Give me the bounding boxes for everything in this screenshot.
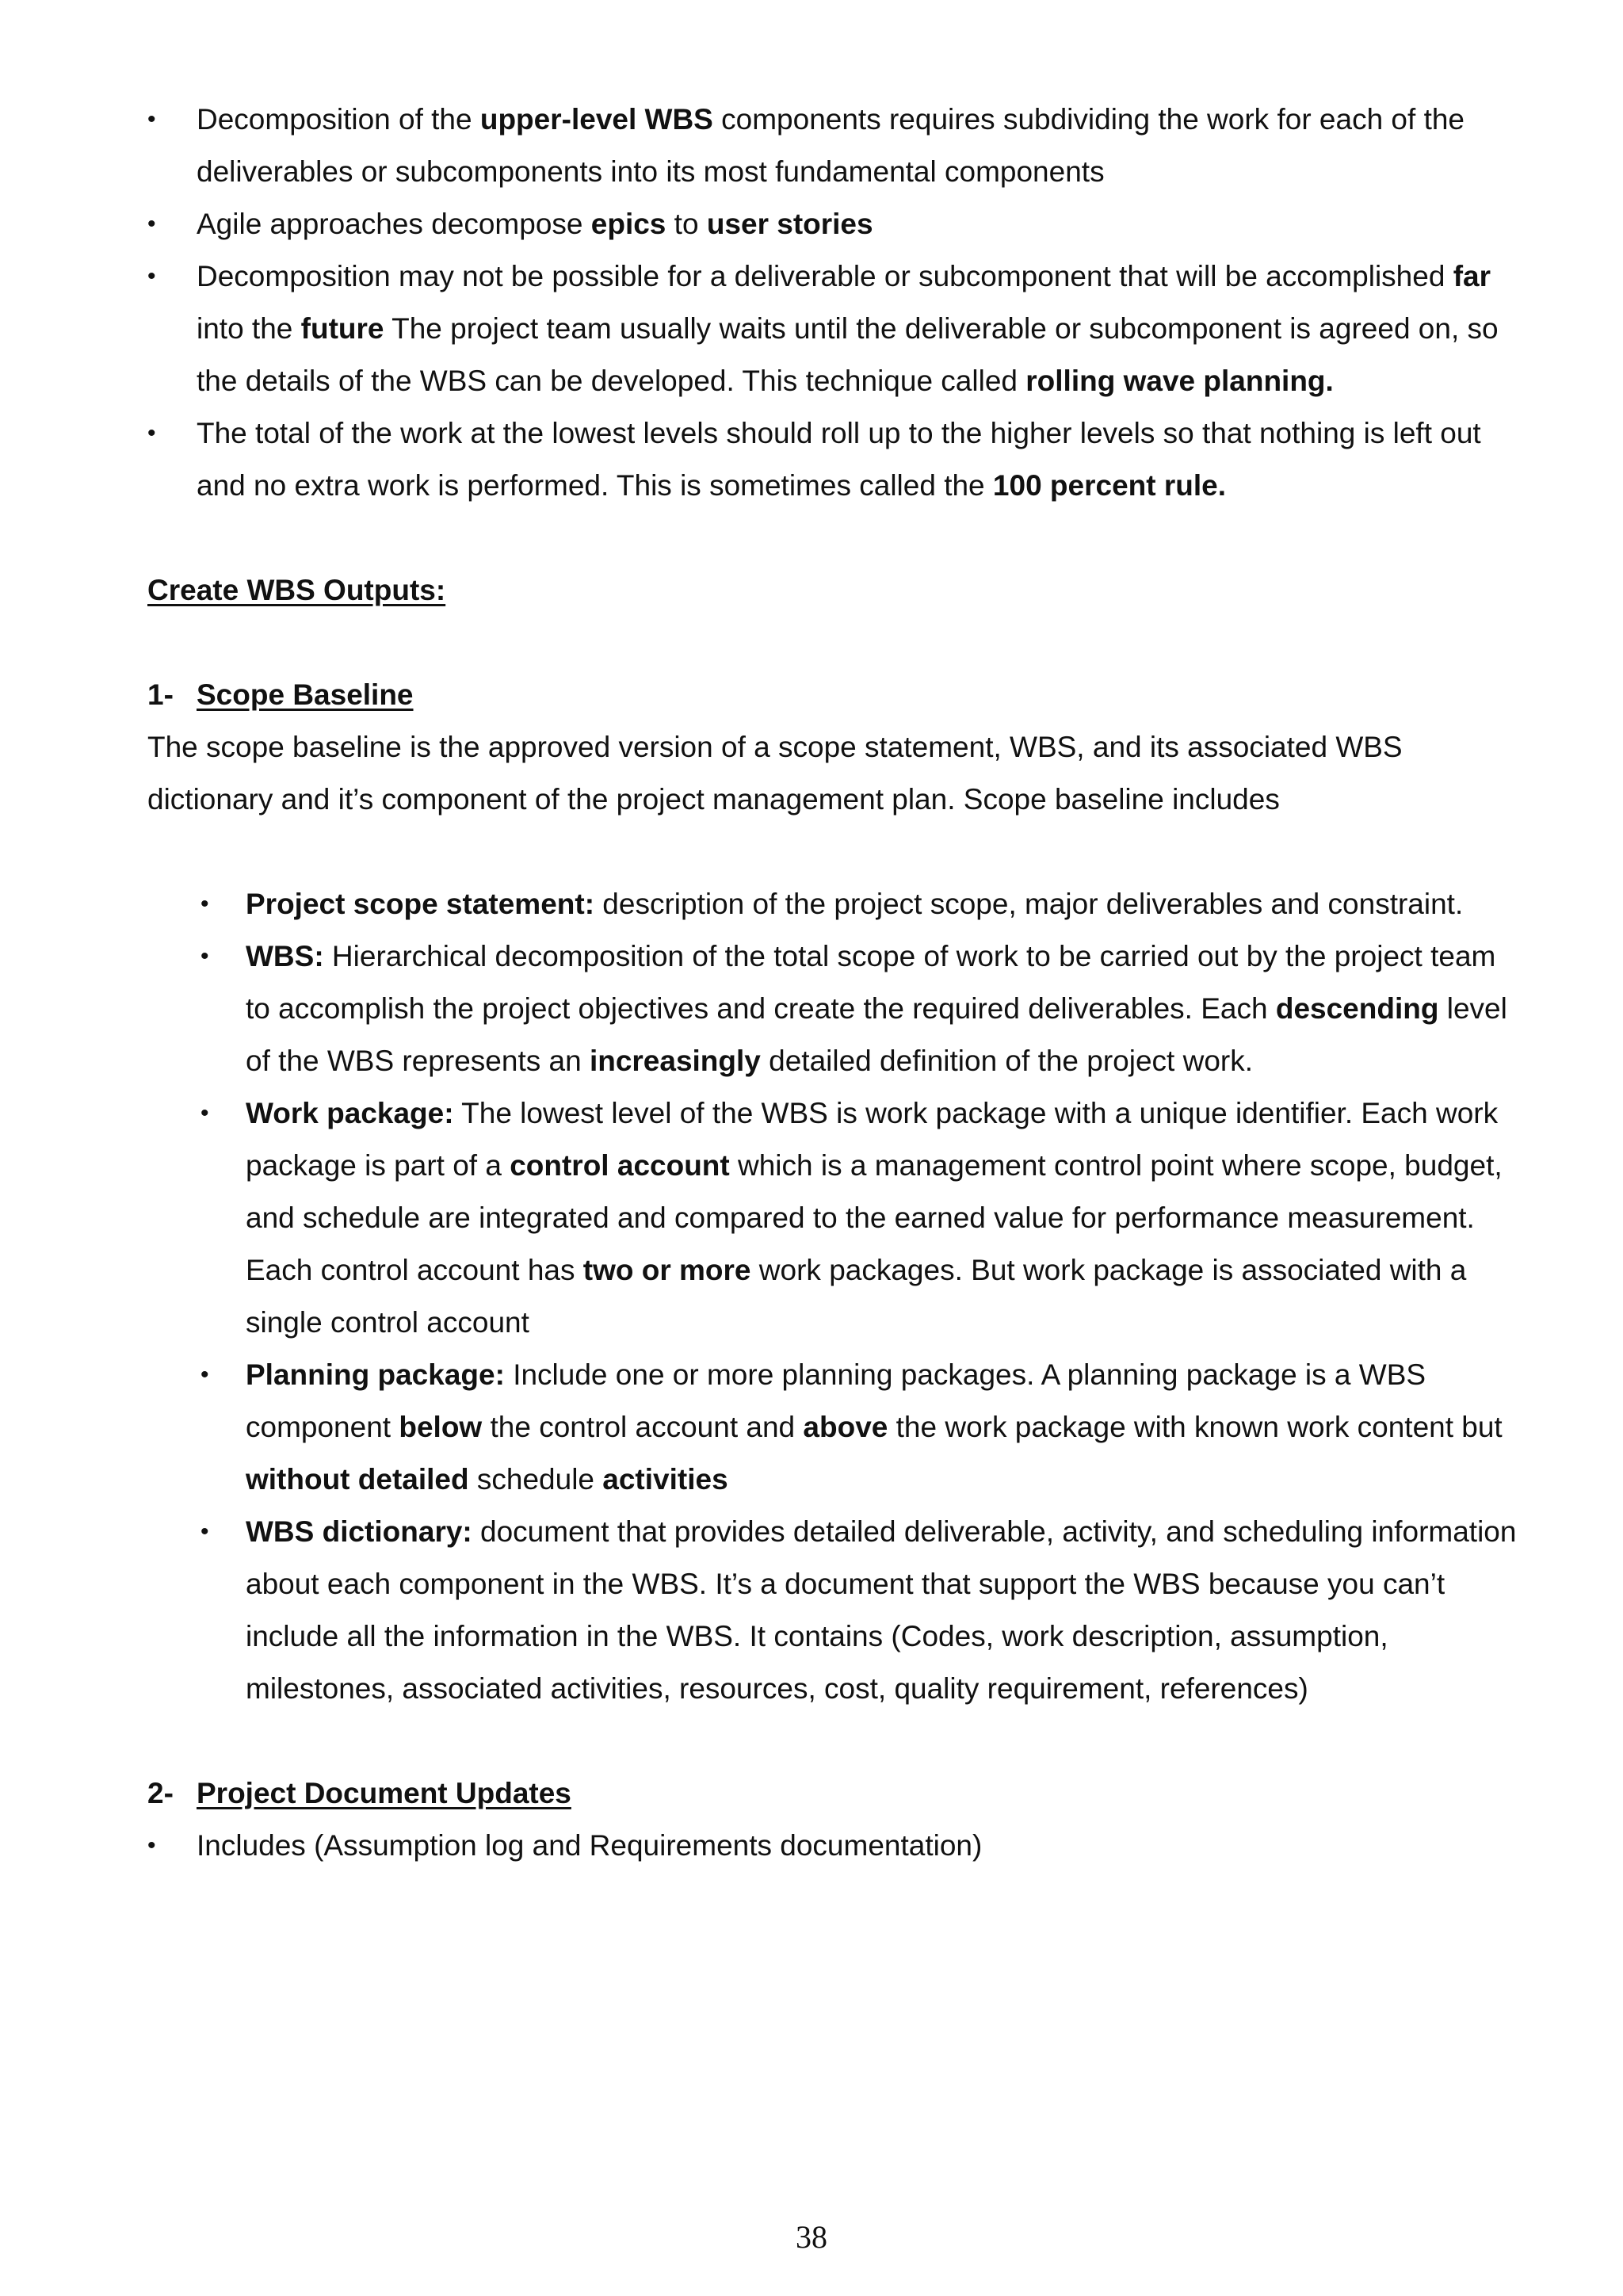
bullet-icon: • bbox=[147, 263, 156, 289]
list-item: • Agile approaches decompose epics to user stories bbox=[147, 198, 1526, 250]
bullet-icon: • bbox=[147, 106, 156, 132]
bullet-icon: • bbox=[147, 211, 156, 237]
list-item: • WBS: Hierarchical decomposition of the total scope of work to be carried out by the project team to accomplish the project objectives and create the required deliverables. Each descending level of the WBS represents an increasingly detailed definition of the project work. bbox=[147, 930, 1526, 1087]
bullet-icon: • bbox=[200, 1519, 209, 1545]
output-2-title: Project Document Updates bbox=[197, 1777, 571, 1809]
list-item: • Decomposition may not be possible for a deliverable or subcomponent that will be accomplished far into the future The project team usually waits until the deliverable or subcomponent is agreed on, so the details of the WBS can be developed. This technique called rolling wave planning. bbox=[147, 250, 1526, 407]
output-1-title: Scope Baseline bbox=[197, 678, 414, 711]
bullet-icon: • bbox=[200, 891, 209, 917]
bullet-icon: • bbox=[147, 420, 156, 446]
bullet-icon: • bbox=[200, 1362, 209, 1388]
page-content bbox=[147, 94, 1526, 1872]
list-item: • Work package: The lowest level of the WBS is work package with a unique identifier. Each work package is part of a control account which is a management control point where scope, budget, and schedule are integrated and compared to the earned value for performance measurement. Each control account has two or more work packages. But work package is associated with a single control account bbox=[147, 1087, 1526, 1349]
list-item: • The total of the work at the lowest levels should roll up to the higher levels so that nothing is left out and no extra work is performed. This is sometimes called the 100 percent rule. bbox=[147, 407, 1526, 512]
list-item: • Decomposition of the upper-level WBS components requires subdividing the work for each of the deliverables or subcomponents into its most fundamental components bbox=[147, 94, 1526, 198]
output-2-heading bbox=[147, 1767, 1526, 1820]
scope-baseline-paragraph: The scope baseline is the approved version of a scope statement, WBS, and its associated WBS dictionary and it’s component of the project management plan. Scope baseline includes bbox=[147, 731, 1403, 816]
list-item: • Project scope statement: description of the project scope, major deliverables and constraint. bbox=[147, 878, 1526, 930]
scope-baseline-list bbox=[147, 878, 1526, 1715]
output-1-number: 1- bbox=[147, 678, 174, 711]
list-item: • WBS dictionary: document that provides detailed deliverable, activity, and scheduling information about each component in the WBS. It’s a document that support the WBS because you can’t include all the information in the WBS. It contains (Codes, work description, assumption, milestones, associated activities, resources, cost, quality requirement, references) bbox=[147, 1506, 1526, 1715]
page-number: 38 bbox=[796, 2219, 827, 2255]
output-2-number: 2- bbox=[147, 1777, 174, 1809]
document-updates-list bbox=[147, 1820, 1526, 1872]
intro-bullet-list bbox=[147, 94, 1526, 512]
bullet-icon: • bbox=[200, 1100, 209, 1126]
list-item: • Planning package: Include one or more planning packages. A planning package is a WBS component below the control account and above the work package with known work content but without detailed schedule activities bbox=[147, 1349, 1526, 1506]
bullet-icon: • bbox=[200, 943, 209, 969]
bullet-icon: • bbox=[147, 1832, 156, 1859]
list-item: • Includes (Assumption log and Requirements documentation) bbox=[147, 1820, 1526, 1872]
output-1-heading bbox=[147, 669, 1526, 721]
section-heading: Create WBS Outputs: bbox=[147, 574, 446, 606]
